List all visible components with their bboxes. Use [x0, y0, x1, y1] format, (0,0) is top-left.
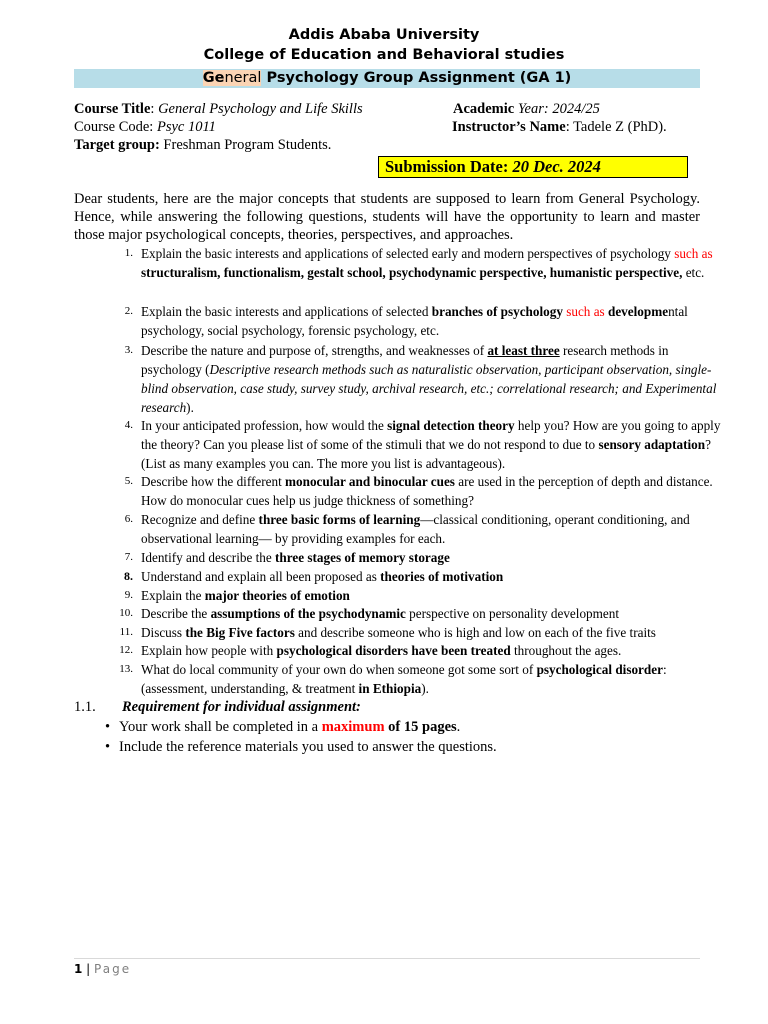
course-code-line — [74, 119, 216, 136]
course-code-label: Course Code: — [74, 119, 157, 135]
submission-label: Submission Date: — [385, 157, 513, 176]
question-number: 10. — [119, 607, 133, 619]
text: ). — [186, 400, 194, 415]
text: Explain the — [141, 588, 205, 603]
target-group-line — [74, 137, 331, 154]
university-name: Addis Ababa University — [288, 27, 480, 43]
text: Explain how people with — [141, 643, 277, 658]
instructor-label: Instructor’s Name — [452, 119, 566, 135]
bullet-icon: • — [105, 719, 111, 735]
question-number: 9. — [124, 589, 133, 601]
course-title-value: General Psychology and Life Skills — [158, 101, 363, 117]
bold-text: three stages of memory storage — [275, 550, 450, 565]
target-group-label: Target group: — [74, 137, 160, 153]
bold-text: monocular and binocular cues — [285, 474, 455, 489]
text: are used in the perception of depth and distance. How do monocular cues help us judge thickness of something? — [141, 474, 713, 508]
text: help you? How are you going to apply the theory? Can you please list of some of the stimuli that we do not respond to due to — [141, 418, 721, 452]
bold-text: assumptions of the psychodynamic — [210, 606, 406, 621]
instructor-value: : Tadele Z (PhD). — [565, 119, 667, 135]
bold-text: sensory adaptation — [598, 437, 706, 452]
bold-text: psychological disorders have been treated — [276, 643, 511, 658]
red-text: such as — [562, 304, 608, 319]
text: throughout the ages. — [510, 643, 622, 658]
text: Identify and describe the — [141, 550, 276, 565]
text: Describe the nature and purpose of, strengths, and weaknesses of — [141, 343, 488, 358]
question-number: 3. — [124, 344, 133, 356]
text: : (assessment, understanding, & treatment — [141, 662, 667, 696]
text: ? (List as many examples you can. The more you list is advantageous). — [141, 437, 711, 471]
bold-text: major theories of emotion — [204, 588, 350, 603]
bold-text: branches of psychology — [431, 304, 563, 319]
text: Your work shall be completed in a — [119, 719, 322, 735]
question-7 — [124, 548, 721, 567]
text: research methods in psychology ( — [141, 343, 669, 377]
question-number: 6. — [124, 513, 133, 525]
requirements-heading — [74, 699, 361, 716]
question-number: 5. — [124, 475, 133, 487]
academic-year-line — [453, 101, 600, 118]
question-number: 12. — [119, 644, 133, 656]
text: Describe the — [141, 606, 211, 621]
text: . — [456, 719, 461, 735]
text: etc. — [682, 265, 705, 280]
red-text: maximum — [321, 719, 385, 735]
question-number: 2. — [124, 305, 133, 317]
question-number: 1. — [124, 247, 133, 259]
page-label: Page — [94, 962, 132, 976]
page-number: 1 — [74, 962, 83, 976]
bold-text: in Ethiopia — [358, 681, 422, 696]
bold-text: the Big Five factors — [185, 625, 295, 640]
text: Recognize and define — [141, 512, 259, 527]
page-footer — [74, 962, 131, 976]
question-13 — [119, 660, 721, 698]
intro-paragraph: Dear students, here are the major concepts that students are supposed to learn from General Psychology. Hence, while answering the following questions, students will have the opportunity to learn and master those major psychological concepts, theories, perspectives, and approaches. — [74, 191, 700, 243]
question-9 — [124, 586, 721, 605]
question-2 — [124, 302, 721, 340]
bold-text: three basic forms of learning — [258, 512, 421, 527]
academic-year-value: Year: 2024/25 — [517, 101, 600, 117]
text: ). — [421, 681, 429, 696]
submission-date: 20 Dec. 2024 — [512, 157, 601, 176]
footer-separator: | — [82, 962, 95, 976]
red-text: such as — [674, 246, 713, 261]
text: —classical conditioning, operant conditioning, and observational learning— by providing examples for each. — [141, 512, 690, 546]
question-number: 13. — [119, 663, 133, 675]
text: Describe how the different — [141, 474, 286, 489]
question-8 — [124, 567, 721, 586]
question-number: 8. — [124, 569, 133, 583]
assignment-title — [74, 69, 700, 88]
question-1 — [124, 244, 721, 282]
text: and describe someone who is high and low on each of the five traits — [294, 625, 656, 640]
college-name: College of Education and Behavioral studies — [203, 47, 565, 63]
text: Understand and explain all been proposed as — [141, 569, 381, 584]
question-6 — [124, 510, 721, 548]
submission-date-box — [378, 156, 688, 178]
section-title: Requirement for individual assignment: — [122, 699, 361, 715]
text: What do local community of your own do when someone got some sort of — [141, 662, 537, 677]
requirement-bullet-1 — [105, 719, 460, 736]
course-code-value: Psyc 1011 — [156, 119, 216, 135]
requirement-bullet-2 — [105, 739, 497, 756]
question-3 — [124, 341, 721, 417]
text: ntal psychology, social psychology, forensic psychology, etc. — [141, 304, 688, 338]
title-highlight-bold: Ge — [202, 70, 225, 86]
question-12 — [119, 641, 721, 660]
footer-divider — [74, 958, 700, 959]
text: Include the reference materials you used to answer the questions. — [119, 739, 497, 755]
question-number: 4. — [124, 419, 133, 431]
target-group-value: Freshman Program Students. — [159, 137, 332, 153]
question-11 — [119, 623, 721, 642]
italic-text: Descriptive research methods such as naturalistic observation, participant observation, single-blind observation, case study, survey study, archival research, etc.; correlational research; and Experimental research — [141, 362, 717, 415]
bullet-icon: • — [105, 739, 111, 755]
question-10 — [119, 604, 721, 623]
section-number: 1.1. — [74, 699, 96, 715]
title-rest: Psychology Group Assignment (GA 1) — [261, 70, 572, 86]
course-title-line: Course Title: General Psychology and Life Skills — [74, 101, 363, 117]
title-highlight: neral — [224, 70, 262, 86]
bold-text: psychological disorder — [536, 662, 663, 677]
bold-text: developme — [607, 304, 669, 319]
instructor-line — [452, 119, 667, 136]
question-number: 7. — [124, 551, 133, 563]
academic-label: Academic — [453, 101, 515, 117]
course-title-label: Course Title — [74, 101, 151, 117]
text: Explain the basic interests and applications of selected — [141, 304, 432, 319]
bold-text: signal detection theory — [387, 418, 515, 433]
question-5 — [124, 472, 721, 510]
question-number: 11. — [119, 626, 133, 638]
bold-text: of 15 pages — [384, 719, 457, 735]
text: perspective on personality development — [405, 606, 620, 621]
text: Explain the basic interests and applications of selected early and modern perspectives of psychology — [141, 246, 675, 261]
question-4 — [124, 416, 721, 473]
text: Discuss — [141, 625, 186, 640]
underlined-text: at least three — [487, 343, 560, 358]
text: In your anticipated profession, how would the — [141, 418, 388, 433]
bold-text: structuralism, functionalism, gestalt school, psychodynamic perspective, humanistic perspective, — [141, 265, 683, 280]
bold-text: theories of motivation — [380, 569, 504, 584]
